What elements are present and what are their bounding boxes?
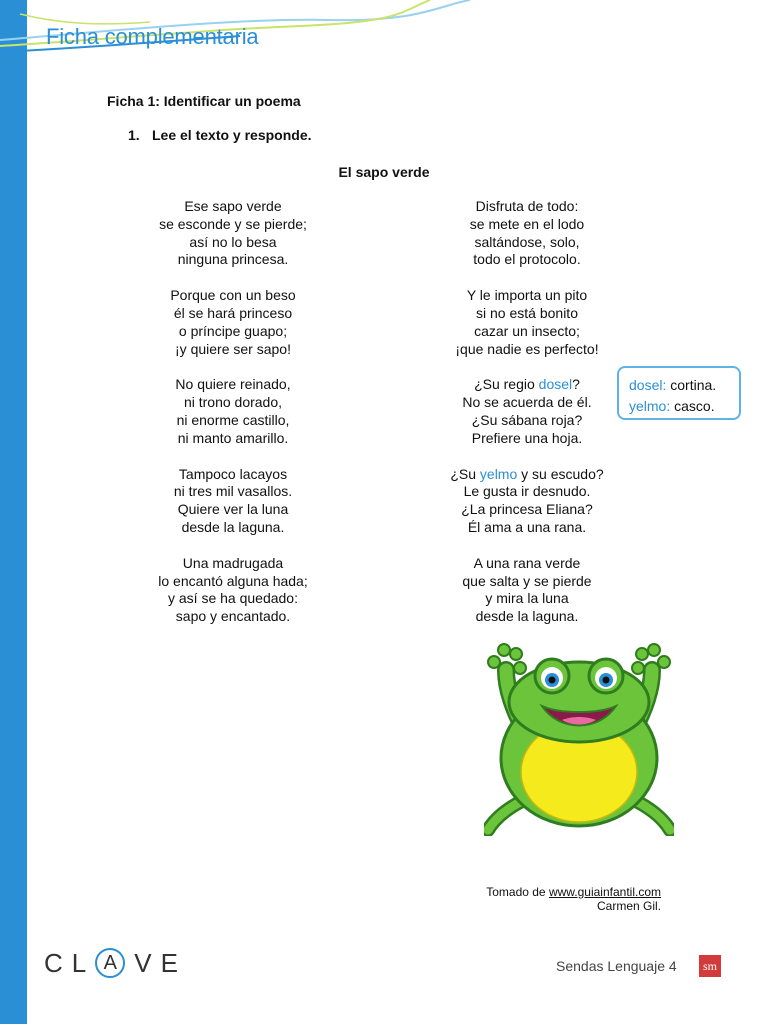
poem-stanza [407, 466, 647, 537]
poem-line: Porque con un beso [170, 287, 296, 304]
frog-icon [484, 640, 674, 836]
poem-line: ni tres mil vasallos. [173, 483, 293, 500]
poem-line: ¿Su regio dosel? [474, 376, 580, 393]
poem-line: ¿La princesa Eliana? [461, 501, 593, 518]
poem-stanza [113, 466, 353, 537]
glossary-word: dosel [538, 376, 573, 393]
poem-line: y mira la luna [485, 590, 569, 607]
poem-line: Le gusta ir desnudo. [463, 483, 591, 500]
poem-line: desde la laguna. [475, 608, 579, 625]
glossary-entry [629, 375, 739, 396]
poem-column-left [113, 198, 353, 644]
glossary-term: yelmo: [629, 398, 671, 414]
poem-line: Prefiere una hoja. [471, 429, 583, 446]
glossary-entry [629, 396, 739, 417]
instruction-number: 1. [128, 127, 140, 143]
poem-line: todo el protocolo. [473, 251, 581, 268]
poem-line: Tampoco lacayos [178, 465, 288, 482]
source-link[interactable]: www.guiainfantil.com [548, 885, 661, 899]
poem-line: así no lo besa [189, 233, 277, 250]
poem-line: Disfruta de todo: [475, 198, 579, 214]
poem-line: ¿Su sábana roja? [471, 411, 583, 428]
source-prefix: Tomado de [486, 885, 549, 899]
poem-line: ni enorme castillo, [176, 411, 290, 428]
poem-line: lo encantó alguna hada; [158, 572, 308, 589]
poem-stanza [113, 198, 353, 269]
publisher-badge: sm [699, 955, 721, 977]
poem-line: ninguna princesa. [177, 251, 289, 268]
poem-line: Ese sapo verde [184, 198, 282, 214]
poem-line: sapo y encantado. [175, 608, 291, 625]
header-title: Ficha complementaria [46, 24, 259, 49]
glossary-term: dosel: [629, 377, 667, 393]
logo-letter: V [134, 947, 161, 978]
logo-letter-ring: A [95, 948, 125, 978]
logo-letter: C [44, 947, 72, 978]
poem-stanza [407, 198, 647, 269]
poem-line: ¿Su yelmo y su escudo? [450, 465, 604, 482]
poem-stanza [113, 555, 353, 626]
poem-line: que salta y se pierde [462, 572, 592, 589]
poem-title: El sapo verde [338, 164, 430, 180]
poem-stanza [407, 376, 647, 447]
clave-logo [44, 948, 187, 978]
logo-letter: E [160, 947, 187, 978]
poem-stanza [407, 555, 647, 626]
poem-line: Él ama a una rana. [467, 518, 587, 535]
poem-line: ¡que nadie es perfecto! [455, 340, 599, 357]
poem-line: desde la laguna. [181, 518, 285, 535]
poem-stanza [113, 376, 353, 447]
poem-line: No quiere reinado, [175, 376, 291, 393]
glossary-definition: casco. [670, 398, 715, 414]
glossary-word: yelmo [479, 465, 518, 482]
poem-stanza [407, 287, 647, 358]
poem-line: ni trono dorado, [183, 394, 283, 411]
poem-line: Y le importa un pito [466, 287, 588, 304]
left-color-bar [0, 0, 27, 1024]
poem-stanza [113, 287, 353, 358]
poem-line: Una madrugada [182, 554, 284, 571]
poem-line: cazar un insecto; [474, 322, 580, 339]
poem-line: y así se ha quedado: [168, 590, 298, 607]
poem-line: se mete en el lodo [469, 215, 585, 232]
poem-line: ni manto amarillo. [177, 429, 289, 446]
poem-line: A una rana verde [473, 554, 581, 571]
footer-book-title: Sendas Lenguaje 4 [556, 958, 677, 974]
poem-line: se esconde y se pierde; [159, 215, 307, 232]
poem-column-right [407, 198, 647, 644]
instruction-text: Lee el texto y responde. [152, 127, 312, 143]
glossary-definition: cortina. [666, 377, 717, 393]
instruction [128, 127, 312, 143]
logo-letter: L [71, 947, 96, 978]
poem-line: saltándose, solo, [474, 233, 580, 250]
sheet-title: Ficha 1: Identificar un poema [107, 93, 301, 109]
poem-line: si no está bonito [476, 304, 578, 321]
poem-line: ¡y quiere ser sapo! [175, 340, 291, 357]
source-author: Carmen Gil. [596, 899, 661, 913]
poem-line: No se acuerda de él. [462, 394, 592, 411]
poem-line: o príncipe guapo; [178, 322, 288, 339]
glossary-box [617, 366, 741, 420]
poem-line: Quiere ver la luna [177, 501, 289, 518]
source-citation [420, 885, 661, 913]
poem-line: él se hará princeso [173, 304, 293, 321]
